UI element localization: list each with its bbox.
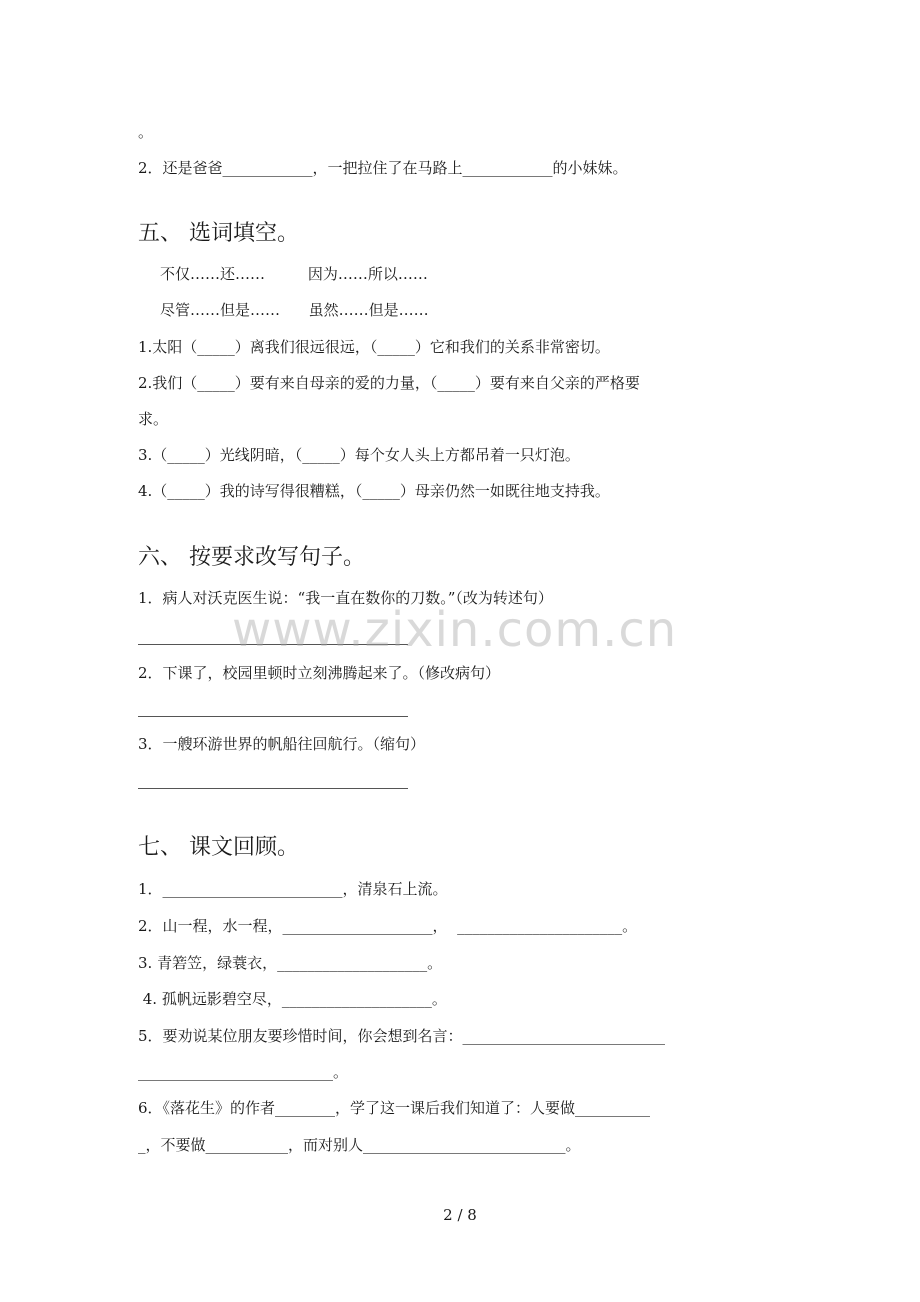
section-6-question-2: 2．下课了，校园里顿时立刻沸腾起来了。（修改病句） — [138, 664, 501, 682]
section-5-question-2a: 2.我们（_____）要有来自母亲的爱的力量，（_____）要有来自父亲的严格要 — [138, 374, 640, 392]
section-6-title: 六、 按要求改写句子。 — [138, 545, 365, 570]
section-5-title: 五、 选词填空。 — [138, 221, 299, 246]
section-6-question-1: 1．病人对沃克医生说：“我一直在数你的刀数。”（改为转述句） — [138, 589, 553, 607]
section-6-question-3: 3．一艘环游世界的帆船往回航行。（缩句） — [138, 735, 426, 753]
answer-line — [138, 716, 408, 717]
watermark: www.zixin.com.cn — [232, 602, 678, 658]
section-5-word-options-2: 尽管……但是…… 虽然……但是…… — [160, 301, 429, 319]
section-5-word-options-1: 不仅……还…… 因为……所以…… — [160, 265, 428, 283]
section-7-question-5b: __________________________。 — [138, 1063, 349, 1081]
section-7-question-4: 4. 孤帆远影碧空尽，____________________。 — [138, 990, 447, 1008]
answer-line — [138, 788, 408, 789]
section-7-question-3: 3. 青箬笠，绿蓑衣，____________________。 — [138, 954, 443, 972]
section-7-question-6a: 6．《落花生》的作者________，学了这一课后我们知道了：人要做__________ — [138, 1099, 651, 1117]
page-number: 2 / 8 — [443, 1206, 477, 1224]
previous-question-2: 2．还是爸爸____________，一把拉住了在马路上____________的小妹妹。 — [138, 159, 628, 177]
section-7-question-2: 2．山一程，水一程，____________________， ______________________。 — [138, 917, 638, 935]
section-7-question-5a: 5．要劝说某位朋友要珍惜时间，你会想到名言：___________________________ — [138, 1027, 666, 1045]
section-7-question-6b: _，不要做___________，而对别人___________________________。 — [138, 1136, 581, 1154]
section-7-title: 七、 课文回顾。 — [138, 835, 299, 860]
section-5-question-4: 4.（_____）我的诗写得很糟糕，（_____）母亲仍然一如既往地支持我。 — [138, 482, 610, 500]
section-5-question-3: 3.（_____）光线阴暗，（_____）每个女人头上方都吊着一只灯泡。 — [138, 446, 580, 464]
section-5-question-1: 1.太阳（_____）离我们很远很远，（_____）它和我们的关系非常密切。 — [138, 338, 610, 356]
section-7-question-1: 1．________________________，清泉石上流。 — [138, 880, 448, 898]
top-fragment: 。 — [138, 123, 154, 141]
section-5-question-2b: 求。 — [138, 410, 169, 428]
